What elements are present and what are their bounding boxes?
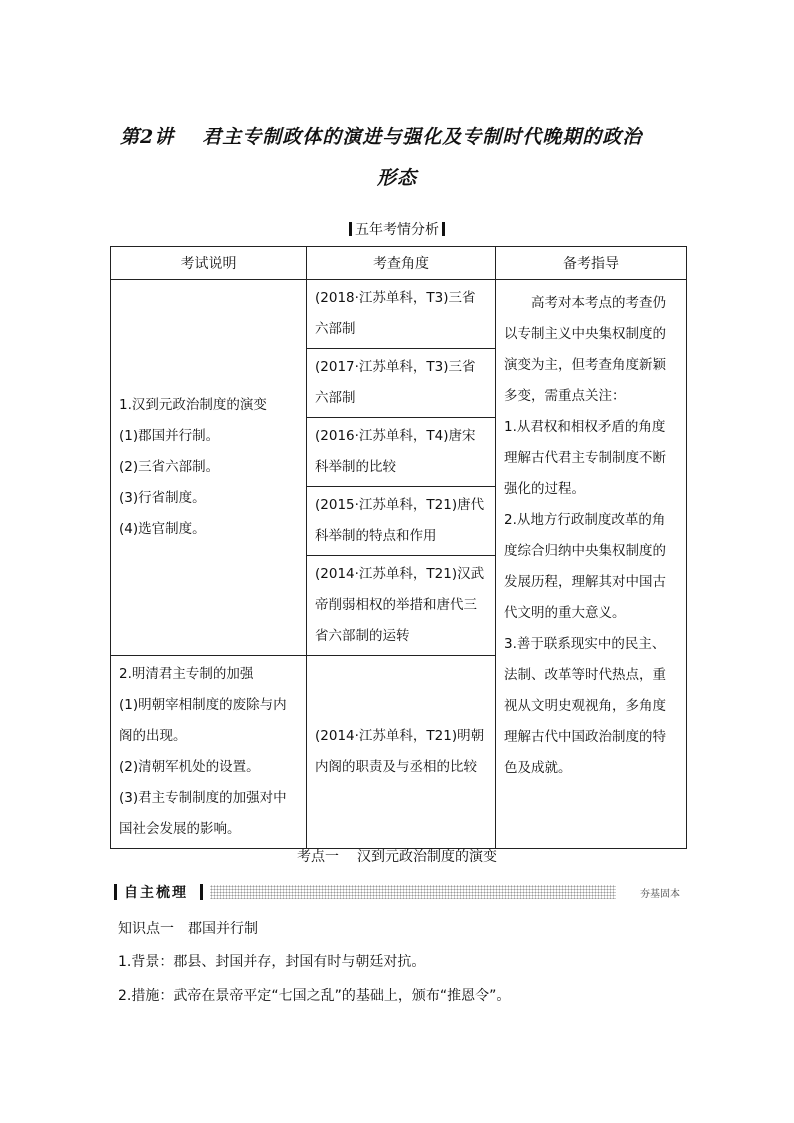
analysis-heading (0, 219, 794, 239)
angle-cell: (2017·江苏单科，T3)三省六部制 (307, 349, 496, 418)
angle-cell: (2014·江苏单科，T21)明朝内阁的职责及与丞相的比较 (307, 656, 496, 849)
dotted-fill (210, 885, 616, 899)
angle-cell: (2018·江苏单科，T3)三省六部制 (307, 280, 496, 349)
description-item: (3)君主专制制度的加强对中国社会发展的影响。 (119, 790, 287, 837)
header-study-guide: 备考指导 (496, 247, 687, 280)
angle-cell: (2016·江苏单科，T4)唐宋科举制的比较 (307, 418, 496, 487)
table-header-row (111, 247, 687, 280)
self-review-label: 自主梳理 (124, 885, 188, 901)
header-exam-angle: 考查角度 (307, 247, 496, 280)
description-title: 1.汉到元政治制度的演变 (119, 397, 267, 413)
table-row (111, 280, 687, 349)
description-section-2 (111, 656, 307, 849)
bar-marker-left (114, 884, 117, 900)
description-item: (2)清朝军机处的设置。 (119, 759, 260, 775)
description-item: (1)明朝宰相制度的废除与内阁的出现。 (119, 697, 287, 744)
page-title-line1 (120, 122, 642, 149)
analysis-label: 五年考情分析 (355, 222, 439, 238)
kaodian-title: 汉到元政治制度的演变 (357, 849, 497, 865)
knowledge-point-heading (118, 918, 258, 938)
content-line: 2.措施：武帝在景帝平定“七国之乱”的基础上，颁布“推恩令”。 (118, 988, 511, 1004)
guide-paragraph: 高考对本考点的考查仍以专制主义中央集权制度的演变为主，但考查角度新颖多变，需重点关注： (504, 295, 666, 404)
title-main-1: 君主专制政体的演进与强化及专制时代晚期的政治 (202, 126, 643, 148)
description-title: 2.明清君主专制的加强 (119, 666, 254, 682)
guide-paragraph: 3.善于联系现实中的民主、法制、改革等时代热点，重视从文明史观视角，多角度理解古代中国政治制度的特色及成就。 (504, 636, 666, 776)
lecture-number: 第2讲 (120, 126, 175, 148)
knowledge-point-title: 郡国并行制 (188, 921, 258, 937)
kaodian-heading (0, 846, 794, 866)
guide-paragraph: 2.从地方行政制度改革的角度综合归纳中央集权制度的发展历程，理解其对中国古代文明的重大意义。 (504, 512, 666, 621)
self-review-bar (114, 882, 680, 902)
angle-cell: (2015·江苏单科，T21)唐代科举制的特点和作用 (307, 487, 496, 556)
description-item: (4)选官制度。 (119, 521, 206, 537)
angle-cell: (2014·江苏单科，T21)汉武帝削弱相权的举措和唐代三省六部制的运转 (307, 556, 496, 656)
header-exam-description: 考试说明 (111, 247, 307, 280)
description-item: (3)行省制度。 (119, 490, 206, 506)
section-tag: 夯基固本 (640, 889, 680, 900)
guide-paragraph: 1.从君权和相权矛盾的角度理解古代君主专制制度不断强化的过程。 (504, 419, 666, 497)
heading-bar-left (349, 222, 352, 236)
description-item: (2)三省六部制。 (119, 459, 220, 475)
knowledge-point-label: 知识点一 (118, 921, 174, 937)
kaodian-label: 考点一 (297, 849, 339, 865)
description-item: (1)郡国并行制。 (119, 428, 220, 444)
bar-marker-right (200, 884, 203, 900)
content-line: 1.背景：郡县、封国并存，封国有时与朝廷对抗。 (118, 954, 426, 970)
description-section-1 (111, 280, 307, 656)
page-title-line2: 形态 (376, 167, 417, 189)
exam-analysis-table (110, 246, 687, 849)
study-guide-cell (496, 280, 687, 849)
heading-bar-right (442, 222, 445, 236)
